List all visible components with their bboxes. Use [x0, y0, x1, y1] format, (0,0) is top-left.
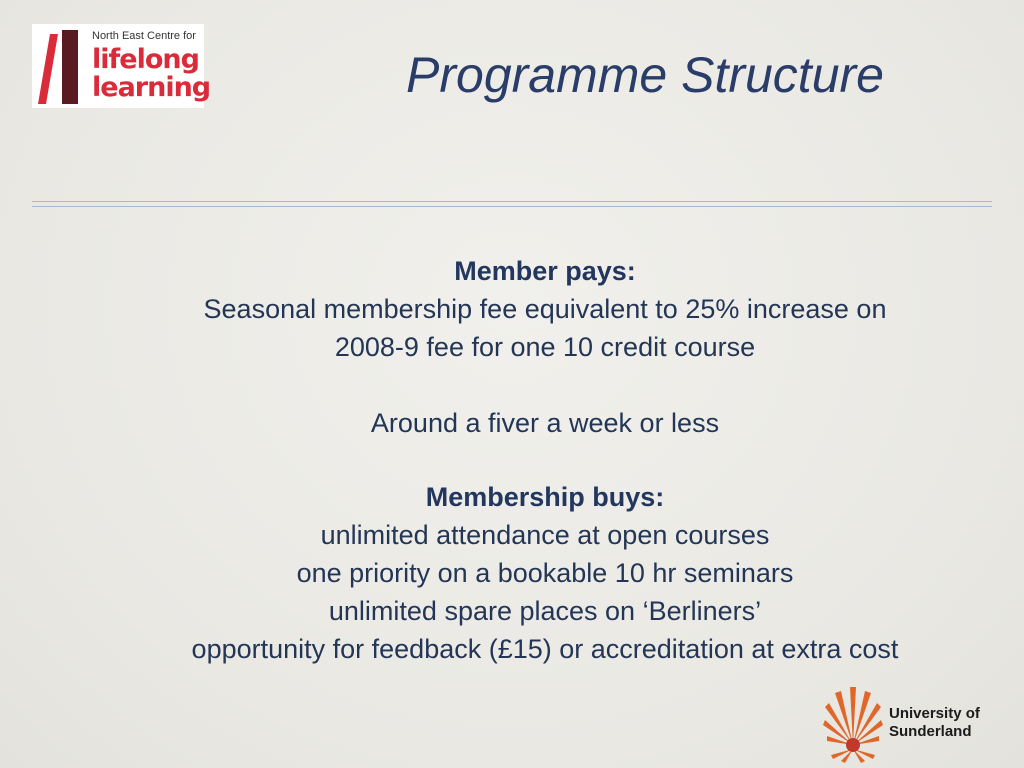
- weekly-cost-text: Around a fiver a week or less: [370, 408, 720, 438]
- logo-small-text: North East Centre for: [92, 30, 196, 42]
- spacer: [60, 366, 1024, 404]
- buys-item: unlimited attendance at open courses: [320, 520, 770, 550]
- logo-bars-icon: [36, 28, 82, 104]
- title-divider: [32, 201, 992, 207]
- slide-title: Programme Structure: [406, 47, 884, 103]
- university-name: [889, 705, 980, 741]
- slide-body: [60, 252, 1024, 668]
- logo-line-lifelong: lifelong: [92, 44, 199, 75]
- buys-item: opportunity for feedback (£15) or accreditation at extra cost: [191, 634, 899, 664]
- university-name-line2: Sunderland: [889, 723, 972, 740]
- member-pays-heading: Member pays:: [454, 256, 636, 286]
- sunburst-icon: [823, 683, 883, 763]
- member-pays-line: 2008-9 fee for one 10 credit course: [334, 332, 756, 362]
- membership-buys-heading: Membership buys:: [425, 482, 665, 512]
- university-of-sunderland-logo: [823, 683, 995, 763]
- member-pays-line: Seasonal membership fee equivalent to 25% increase on: [203, 294, 887, 324]
- logo-line-learning: learning: [92, 72, 211, 103]
- lifelong-learning-logo: [32, 24, 211, 108]
- university-name-line1: University of: [889, 705, 980, 722]
- buys-item: one priority on a bookable 10 hr seminars: [296, 558, 794, 588]
- buys-item: unlimited spare places on ‘Berliners’: [328, 596, 762, 626]
- spacer: [60, 442, 1024, 478]
